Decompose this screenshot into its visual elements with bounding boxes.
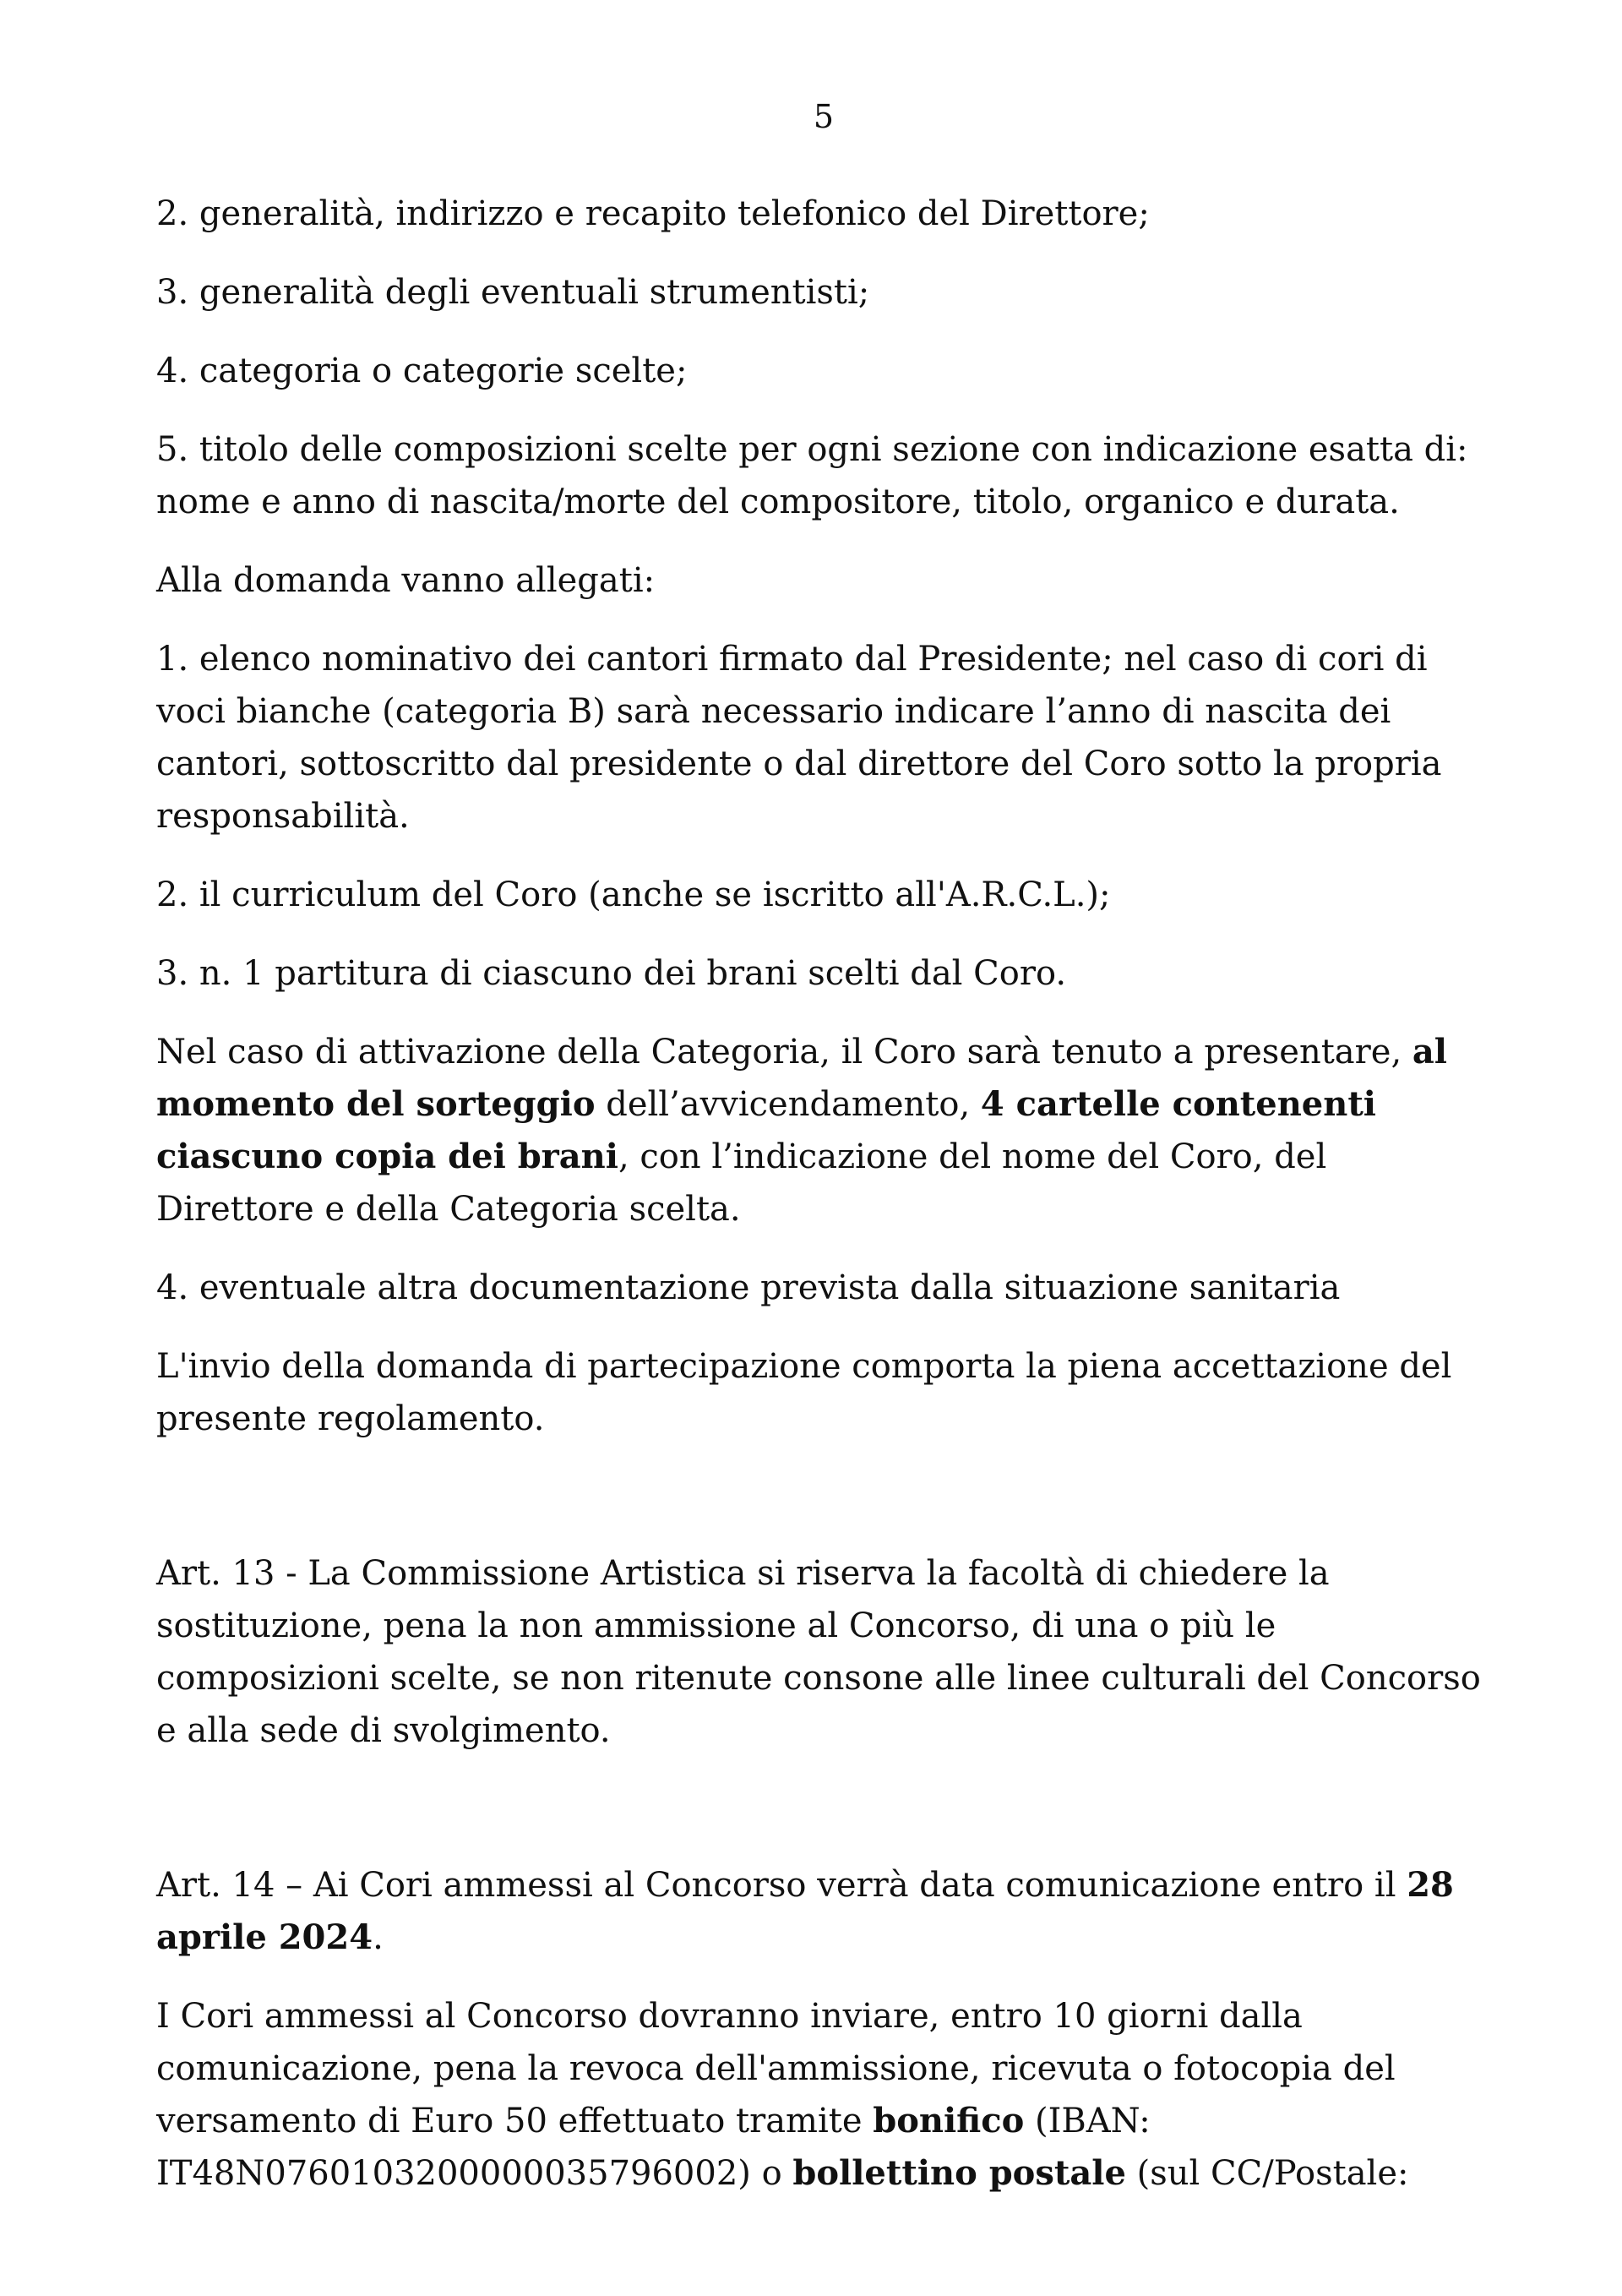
attachment-item: 3. n. 1 partitura di ciascuno dei brani scelti dal Coro. [156,954,1067,993]
article-13: Art. 13 - La Commissione Artistica si riserva la facoltà di chiedere la sostituzione, pena la non ammissione al Concorso, di una o più le composizioni scelte, se non ritenute consone alle linee culturali del Concorso e alla sede di svolgimento. [156,1554,1481,1750]
payment-text: I Cori ammessi al Concorso dovranno inviare, entro 10 giorni dalla comunicazione, pena la revoca dell'ammissione, ricevuta o fotocopia del versamento di Euro 50 effettuato tramite [156,1997,1396,2141]
list-item: 3. generalità degli eventuali strumentisti; [156,273,870,312]
payment-text: (IBAN: IT48N0760103200000035796002) o [156,2102,1151,2193]
list-item: 5. titolo delle composizioni scelte per ogni sezione con indicazione esatta di: nome e anno di nascita/morte del compositore, titolo, organico e durata. [156,430,1468,521]
category-note [156,1026,1491,1235]
article-14-text: Art. 14 – Ai Cori ammessi al Concorso verrà data comunicazione entro il [156,1866,1407,1905]
article-14-date: 28 aprile 2024 [156,1865,1454,1957]
category-note-bold: 4 cartelle contenenti ciascuno copia dei brani [156,1084,1376,1176]
document-body [156,188,1491,2226]
category-note-text: dell’avvicendamento, [595,1085,981,1124]
payment-paragraph [156,1990,1491,2200]
payment-text: (sul CC/Postale: [1125,2154,1409,2193]
attachment-item: 1. elenco nominativo dei cantori firmato dal Presidente; nel caso di cori di voci bianche (categoria B) sarà necessario indicare l’anno di nascita dei cantori, sottoscritto dal presidente o dal direttore del Coro sotto la propria responsabilità. [156,640,1442,836]
attachment-item: 2. il curriculum del Coro (anche se iscritto all'A.R.C.L.); [156,875,1111,914]
acceptance-paragraph: L'invio della domanda di partecipazione comporta la piena accettazione del presente regolamento. [156,1347,1452,1438]
category-note-bold: al momento del sorteggio [156,1032,1447,1124]
article-14 [156,1859,1491,1964]
attachments-intro: Alla domanda vanno allegati: [156,561,656,600]
list-item: 4. categoria o categorie scelte; [156,352,688,390]
payment-bold: bonifico [873,2101,1025,2141]
attachment-item: 4. eventuale altra documentazione prevista dalla situazione sanitaria [156,1268,1341,1307]
list-item: 2. generalità, indirizzo e recapito telefonico del Direttore; [156,194,1150,233]
page-number: 5 [813,98,835,135]
payment-bold: bollettino postale [792,2153,1126,2193]
section-spacer [156,1783,1491,1859]
section-spacer [156,1471,1491,1547]
category-note-text: , con l’indicazione del nome del Coro, del Direttore e della Categoria scelta. [156,1137,1327,1229]
article-14-end: . [373,1918,384,1957]
category-note-text: Nel caso di attivazione della Categoria, il Coro sarà tenuto a presentare, [156,1033,1412,1072]
